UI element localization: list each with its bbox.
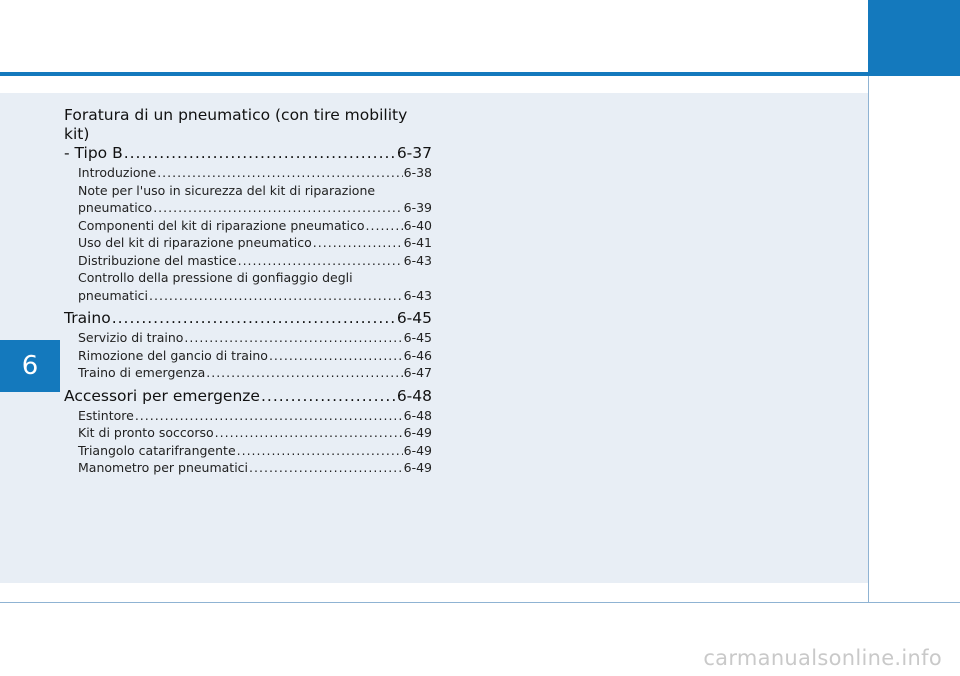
entry-title: Rimozione del gancio di traino [78,347,268,363]
watermark: carmanualsonline.info [703,646,942,670]
dot-leader [149,287,403,305]
section-title-line1: Foratura di un pneumatico (con tire mobility kit) [64,106,408,143]
toc-entry[interactable] [64,424,432,442]
chapter-badge: 6 [0,340,60,392]
dot-leader [261,387,396,406]
section-page: 6-45 [396,309,432,327]
entry-title: Manometro per pneumatici [78,460,249,475]
dot-leader [237,442,403,460]
section-title: Traino [64,309,111,327]
toc-entry[interactable] [64,347,432,365]
toc-entry[interactable] [64,329,432,347]
entry-page: 6-49 [403,460,432,475]
section-page: 6-37 [396,144,432,162]
entry-title: Distribuzione del mastice [78,252,237,268]
toc-section-emergency-equipment[interactable] [64,387,432,406]
section-title-line2: - Tipo B [64,144,123,162]
dot-leader [184,329,402,347]
toc-entry[interactable] [64,182,432,217]
dot-leader [269,347,403,365]
entry-title: Servizio di traino [78,330,184,345]
dot-leader [313,234,403,252]
toc-entry[interactable] [64,442,432,460]
dot-leader [206,364,402,382]
toc-section-towing[interactable] [64,309,432,328]
entry-title: Uso del kit di riparazione pneumatico [78,235,312,250]
entry-title: pneumatico [78,200,153,215]
dot-leader [238,252,403,270]
toc-entry[interactable] [64,164,432,182]
table-of-contents [64,104,432,477]
entry-page: 6-43 [403,252,432,268]
dot-leader [157,164,402,182]
entry-page: 6-48 [403,407,432,423]
section-title: Accessori per emergenze [64,386,260,405]
footer-rule [0,602,960,603]
dot-leader [153,199,402,217]
entry-title: Kit di pronto soccorso [78,425,214,440]
dot-leader [249,459,403,477]
dot-leader [124,144,396,163]
entry-title-line1: Controllo della pressione di gonfiaggio degli [78,270,353,285]
dot-leader [366,217,403,235]
toc-entry[interactable] [64,459,432,477]
entry-title: Introduzione [78,165,157,180]
entry-page: 6-43 [403,287,432,303]
entry-page: 6-45 [403,330,432,345]
section-title-row [64,144,432,163]
entry-page: 6-40 [403,217,432,233]
header-corner-block [868,0,960,76]
toc-entry[interactable] [64,252,432,270]
entry-title: Componenti del kit di riparazione pneumatico [78,217,365,233]
entry-page: 6-41 [403,235,432,250]
section-page: 6-48 [396,386,432,405]
entry-page: 6-39 [403,200,432,215]
header-rule [0,72,868,76]
entry-page: 6-49 [403,425,432,440]
toc-entry[interactable] [64,217,432,235]
entry-page: 6-46 [403,347,432,363]
entry-page: 6-49 [403,442,432,458]
dot-leader [112,309,396,328]
entry-title-line1: Note per l'uso in sicurezza del kit di riparazione [78,182,376,198]
side-margin [868,76,960,602]
dot-leader [215,424,403,442]
entry-title: Estintore [78,407,134,423]
entry-title: Triangolo catarifrangente [78,442,236,458]
toc-entry[interactable] [64,269,432,304]
toc-entry[interactable] [64,234,432,252]
toc-entry[interactable] [64,407,432,425]
entry-page: 6-47 [403,365,432,380]
entry-title: Traino di emergenza [78,365,206,380]
toc-section-tire-puncture[interactable] [64,106,432,163]
entry-page: 6-38 [403,165,432,180]
toc-entry[interactable] [64,364,432,382]
entry-title: pneumatici [78,287,149,303]
dot-leader [135,407,403,425]
